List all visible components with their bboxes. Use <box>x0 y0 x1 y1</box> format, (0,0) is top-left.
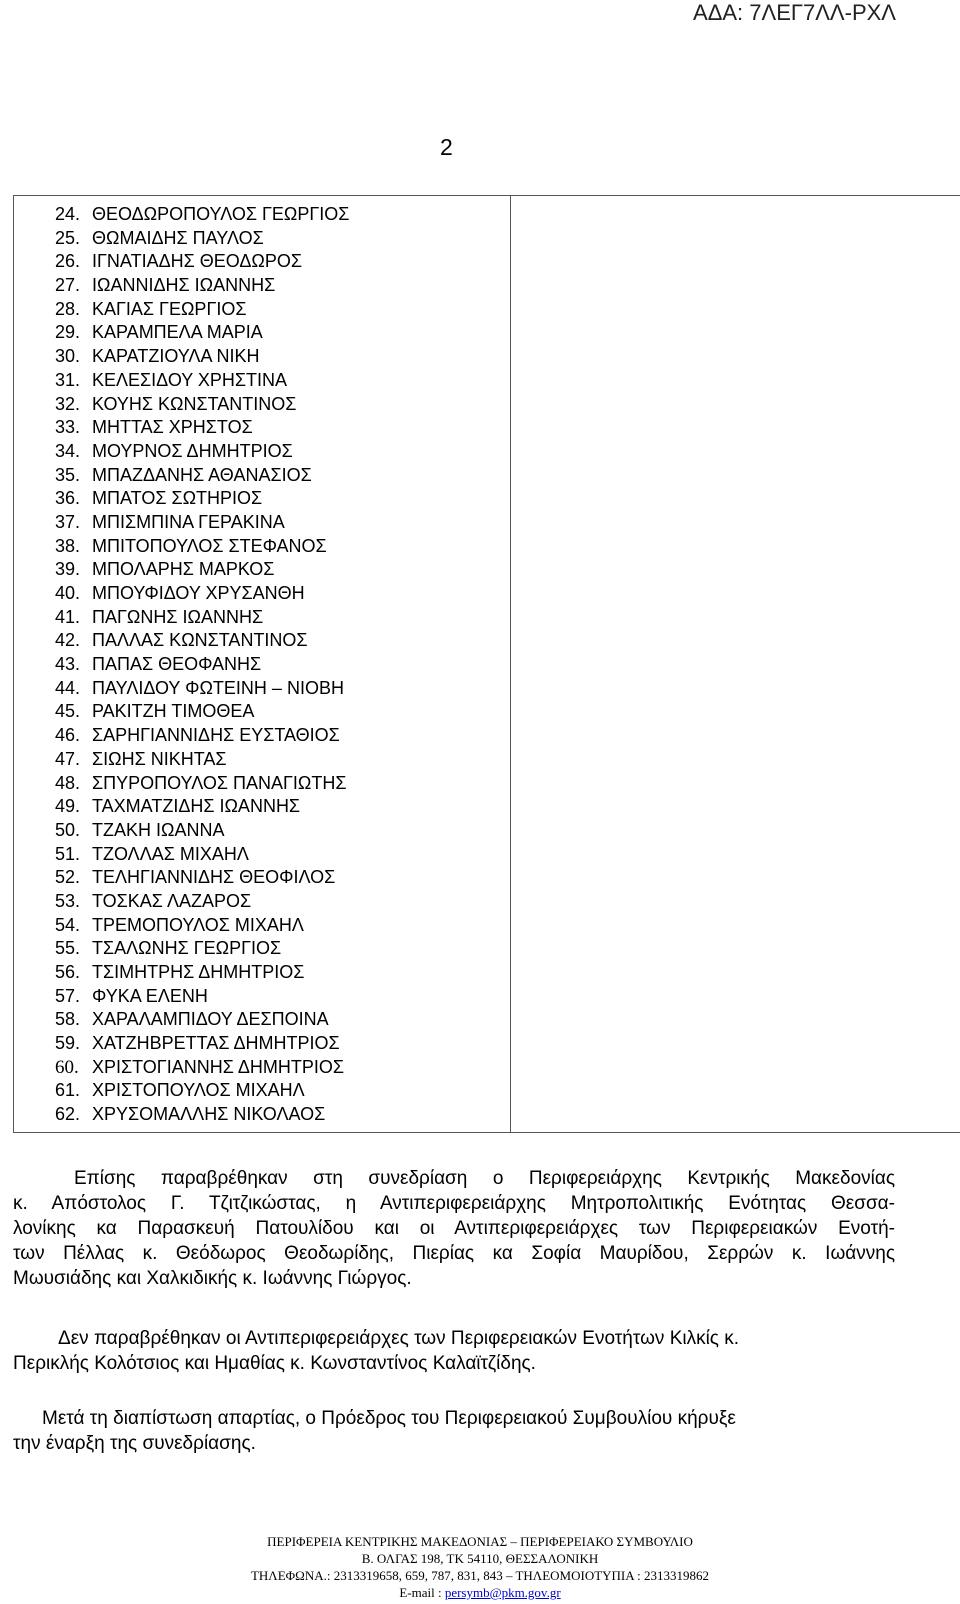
page-footer <box>0 1533 960 1601</box>
member-item <box>14 511 510 535</box>
member-item <box>14 1008 510 1032</box>
member-item <box>14 961 510 985</box>
member-name: ΣΑΡΗΓΙΑΝΝΙΔΗΣ ΕΥΣΤΑΘΙΟΣ <box>92 725 340 746</box>
member-number: 26. <box>55 251 81 272</box>
member-number: 39. <box>55 559 81 580</box>
member-number: 61. <box>55 1080 81 1101</box>
member-item <box>14 677 510 701</box>
footer-email-link[interactable]: persymb@pkm.gov.gr <box>444 1585 561 1600</box>
member-item <box>14 606 510 630</box>
member-name: ΦΥΚΑ ΕΛΕΝΗ <box>92 985 208 1006</box>
member-name: ΣΙΩΗΣ ΝΙΚΗΤΑΣ <box>92 748 227 769</box>
member-item <box>14 535 510 559</box>
member-item <box>14 890 510 914</box>
member-name: ΧΑΤΖΗΒΡΕΤΤΑΣ ΔΗΜΗΤΡΙΟΣ <box>92 1033 340 1054</box>
member-number: 45. <box>55 701 81 722</box>
footer-organization: ΠΕΡΙΦΕΡΕΙΑ ΚΕΝΤΡΙΚΗΣ ΜΑΚΕΔΟΝΙΑΣ – ΠΕΡΙΦΕΡΕΙΑΚΟ ΣΥΜΒΟΥΛΙΟ <box>267 1534 693 1549</box>
member-item <box>14 653 510 677</box>
member-number: 33. <box>55 417 81 438</box>
member-item <box>14 1032 510 1056</box>
member-number: 54. <box>55 914 81 935</box>
member-number: 56. <box>55 962 81 982</box>
member-name: ΤΑΧΜΑΤΖΙΔΗΣ ΙΩΑΝΝΗΣ <box>92 796 301 817</box>
quorum-line-1: Μετά τη διαπίστωση απαρτίας, ο Πρόεδρος του Περιφερειακού Συμβουλίου κήρυξε <box>42 1408 736 1429</box>
member-name: ΙΩΑΝΝΙΔΗΣ ΙΩΑΝΝΗΣ <box>92 275 276 296</box>
member-number: 55. <box>55 938 81 959</box>
member-number: 32. <box>55 393 81 414</box>
member-item <box>14 464 510 488</box>
member-name: ΚΑΓΙΑΣ ΓΕΩΡΓΙΟΣ <box>92 298 247 319</box>
attendees-line: Επίσης παραβρέθηκαν στη συνεδρίαση ο Περιφερειάρχης Κεντρικής Μακεδονίας <box>74 1168 895 1189</box>
member-name: ΚΑΡΑΜΠΕΛΑ ΜΑΡΙΑ <box>92 322 263 343</box>
member-item <box>14 227 510 251</box>
member-number: 53. <box>55 890 81 911</box>
member-item <box>14 345 510 369</box>
member-name: ΘΩΜΑΙΔΗΣ ΠΑΥΛΟΣ <box>92 227 264 248</box>
member-item <box>14 700 510 724</box>
member-number: 43. <box>55 654 81 675</box>
member-number: 37. <box>55 511 81 532</box>
member-name: ΚΟΥΗΣ ΚΩΝΣΤΑΝΤΙΝΟΣ <box>92 393 297 414</box>
member-item <box>14 843 510 867</box>
member-number: 52. <box>55 867 81 888</box>
member-item <box>14 748 510 772</box>
member-item <box>14 203 510 227</box>
member-name: ΜΠΙΤΟΠΟΥΛΟΣ ΣΤΕΦΑΝΟΣ <box>92 535 327 556</box>
member-number: 31. <box>55 369 81 390</box>
member-name: ΧΡΙΣΤΟΠΟΥΛΟΣ ΜΙΧΑΗΛ <box>92 1080 305 1101</box>
member-number: 59. <box>55 1033 81 1054</box>
attendees-line: Μωυσιάδης και Χαλκιδικής κ. Ιωάννης Γιώργος. <box>13 1268 412 1289</box>
member-number: 50. <box>55 819 81 840</box>
member-item <box>14 1079 510 1103</box>
member-number: 36. <box>55 488 81 509</box>
member-item <box>14 629 510 653</box>
member-item <box>14 1056 510 1080</box>
member-name: ΤΣΑΛΩΝΗΣ ΓΕΩΡΓΙΟΣ <box>92 938 282 959</box>
member-name: ΠΑΥΛΙΔΟΥ ΦΩΤΕΙΝΗ – ΝΙΟΒΗ <box>92 677 344 698</box>
member-name: ΜΠΟΛΑΡΗΣ ΜΑΡΚΟΣ <box>92 559 275 580</box>
member-name: ΜΗΤΤΑΣ ΧΡΗΣΤΟΣ <box>92 417 253 438</box>
member-number: 42. <box>55 630 81 651</box>
member-number: 40. <box>55 583 81 603</box>
member-item <box>14 298 510 322</box>
attendees-line: κ. Απόστολος Γ. Τζιτζικώστας, η Αντιπεριφερειάρχης Μητροπολιτικής Ενότητας Θεσσα- <box>13 1193 895 1214</box>
attendees-line: των Πέλλας κ. Θεόδωρος Θεοδωρίδης, Πιερίας κα Σοφία Μαυρίδου, Σερρών κ. Ιωάννης <box>13 1243 895 1264</box>
member-name: ΤΖΑΚΗ ΙΩΑΝΝΑ <box>92 819 225 840</box>
absentees-line-2: Περικλής Κολότσιος και Ημαθίας κ. Κωνσταντίνος Καλαϊτζίδης. <box>13 1353 536 1374</box>
member-name: ΧΑΡΑΛΑΜΠΙΔΟΥ ΔΕΣΠΟΙΝΑ <box>92 1009 329 1030</box>
members-table <box>13 195 960 1133</box>
member-name: ΜΠΙΣΜΠΙΝΑ ΓΕΡΑΚΙΝΑ <box>92 511 285 532</box>
member-item <box>14 937 510 961</box>
page-number: 2 <box>440 134 453 160</box>
member-number: 27. <box>55 275 81 296</box>
member-number: 62. <box>55 1104 81 1125</box>
member-number: 35. <box>55 464 81 485</box>
member-name: ΤΕΛΗΓΙΑΝΝΙΔΗΣ ΘΕΟΦΙΛΟΣ <box>92 867 336 888</box>
empty-column <box>511 196 960 1132</box>
member-number: 30. <box>55 346 81 367</box>
footer-address: Β. ΟΛΓΑΣ 198, ΤΚ 54110, ΘΕΣΣΑΛΟΝΙΚΗ <box>361 1551 599 1566</box>
member-name: ΡΑΚΙΤΖΗ ΤΙΜΟΘΕΑ <box>92 701 255 722</box>
footer-email-label: E-mail : <box>399 1585 445 1600</box>
member-item <box>14 724 510 748</box>
member-name: ΤΖΟΛΛΑΣ ΜΙΧΑΗΛ <box>92 843 249 864</box>
member-name: ΣΠΥΡΟΠΟΥΛΟΣ ΠΑΝΑΓΙΩΤΗΣ <box>92 772 347 793</box>
member-item <box>14 416 510 440</box>
members-column <box>14 196 511 1132</box>
member-name: ΠΑΛΛΑΣ ΚΩΝΣΤΑΝΤΙΝΟΣ <box>92 630 308 651</box>
member-item <box>14 866 510 890</box>
member-name: ΚΑΡΑΤΖΙΟΥΛΑ ΝΙΚΗ <box>92 346 260 367</box>
member-name: ΤΟΣΚΑΣ ΛΑΖΑΡΟΣ <box>92 890 252 911</box>
member-name: ΙΓΝΑΤΙΑΔΗΣ ΘΕΟΔΩΡΟΣ <box>92 251 302 272</box>
member-number: 25. <box>55 227 81 248</box>
member-name: ΧΡΥΣΟΜΑΛΛΗΣ ΝΙΚΟΛΑΟΣ <box>92 1104 326 1125</box>
member-item <box>14 582 510 606</box>
member-item <box>14 819 510 843</box>
attendees-line: λονίκης κα Παρασκευή Πατουλίδου και οι Αντιπεριφερειάρχες των Περιφερειακών Ενοτή- <box>13 1218 895 1239</box>
member-number: 46. <box>55 725 81 746</box>
member-number: 47. <box>55 748 81 769</box>
footer-phones: ΤΗΛΕΦΩΝΑ.: 2313319658, 659, 787, 831, 843 – ΤΗΛΕΟΜΟΙΟΤΥΠΙΑ : 2313319862 <box>250 1568 710 1583</box>
member-name: ΠΑΓΩΝΗΣ ΙΩΑΝΝΗΣ <box>92 606 264 627</box>
member-name: ΜΠΑΖΔΑΝΗΣ ΑΘΑΝΑΣΙΟΣ <box>92 464 312 485</box>
member-name: ΠΑΠΑΣ ΘΕΟΦΑΝΗΣ <box>92 654 262 675</box>
member-item <box>14 487 510 511</box>
member-number: 41. <box>55 606 81 627</box>
member-item <box>14 321 510 345</box>
member-number: 51. <box>55 843 81 864</box>
member-number: 57. <box>55 985 81 1006</box>
member-number: 49. <box>55 796 81 817</box>
quorum-paragraph <box>13 1406 895 1456</box>
member-name: ΜΠΑΤΟΣ ΣΩΤΗΡΙΟΣ <box>92 488 263 509</box>
member-name: ΚΕΛΕΣΙΔΟΥ ΧΡΗΣΤΙΝΑ <box>92 369 288 390</box>
member-item <box>14 250 510 274</box>
member-item <box>14 795 510 819</box>
ada-code: ΑΔΑ: 7ΛΕΓ7ΛΛ-ΡΧΛ <box>693 0 896 25</box>
member-number: 58. <box>55 1009 81 1030</box>
member-number: 34. <box>55 440 81 461</box>
member-item <box>14 558 510 582</box>
member-number: 28. <box>55 298 81 319</box>
member-name: ΜΠΟΥΦΙΔΟΥ ΧΡΥΣΑΝΘΗ <box>92 583 305 603</box>
member-item <box>14 1103 510 1127</box>
member-item <box>14 274 510 298</box>
member-number: 29. <box>55 322 81 343</box>
footer-email-line <box>0 1584 960 1601</box>
member-item <box>14 393 510 417</box>
member-number: 48. <box>55 772 81 793</box>
member-name: ΘΕΟΔΩΡΟΠΟΥΛΟΣ ΓΕΩΡΓΙΟΣ <box>92 204 350 224</box>
member-number: 60. <box>55 1056 79 1078</box>
member-item <box>14 369 510 393</box>
member-item <box>14 914 510 938</box>
member-item <box>14 440 510 464</box>
member-number: 38. <box>55 535 81 556</box>
absentees-line-1: Δεν παραβρέθηκαν οι Αντιπεριφερειάρχες των Περιφερειακών Ενοτήτων Κιλκίς κ. <box>58 1328 740 1349</box>
quorum-line-2: την έναρξη της συνεδρίασης. <box>13 1433 256 1454</box>
attendees-paragraph <box>13 1166 895 1291</box>
member-name: ΧΡΙΣΤΟΓΙΑΝΝΗΣ ΔΗΜΗΤΡΙΟΣ <box>92 1056 345 1077</box>
absentees-paragraph <box>13 1326 895 1376</box>
member-item <box>14 985 510 1009</box>
member-number: 24. <box>55 204 81 224</box>
member-name: ΤΣΙΜΗΤΡΗΣ ΔΗΜΗΤΡΙΟΣ <box>92 962 305 982</box>
member-name: ΜΟΥΡΝΟΣ ΔΗΜΗΤΡΙΟΣ <box>92 440 293 461</box>
member-number: 44. <box>55 677 81 698</box>
member-name: ΤΡΕΜΟΠΟΥΛΟΣ ΜΙΧΑΗΛ <box>92 914 304 935</box>
member-item <box>14 772 510 796</box>
members-list <box>14 203 510 1127</box>
